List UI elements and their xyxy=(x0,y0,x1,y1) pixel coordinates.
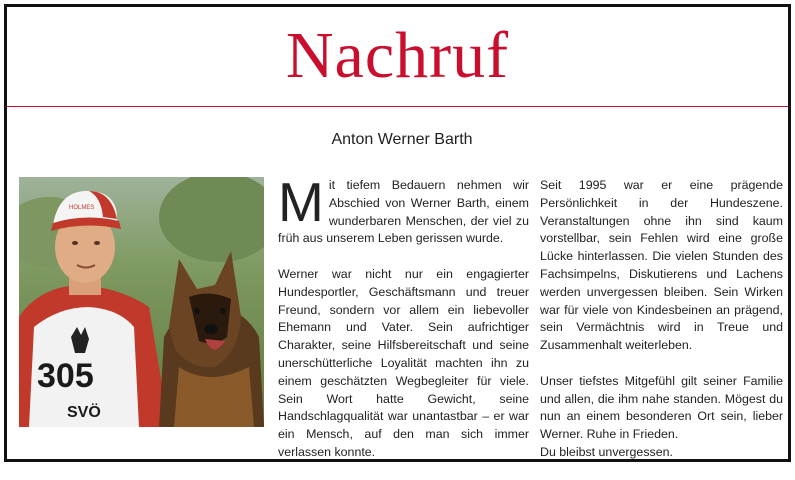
bib-label: SVÖ xyxy=(67,404,101,421)
title-divider xyxy=(7,106,788,107)
paragraph-legacy: Seit 1995 war er eine prägende Persönlichkeit in der Hundeszene. Veranstaltungen ohne ihn sind kaum vorstellbar, sein Fehlen wird eine große Lücke hinterlassen. Die vielen Stunden des Fachsimpelns, Diskutierens und Lachens werden unvergessen bleiben. Sein Wirken war für viele von Kindesbeinen an prägend, sein Vermächtnis wird in Treue und Zusammenhalt weiterleben. xyxy=(540,178,783,353)
portrait-photo xyxy=(19,177,264,427)
text-column-left xyxy=(278,171,529,480)
paragraph-character: Werner war nicht nur ein engagierter Hundesportler, Geschäftsmann und treuer Freund, sondern vor allem ein liebevoller Ehemann und Vater. Sein aufrichtiger Charakter, seine Hilfsbereitschaft und seine unerschütterliche Loyalität machten ihn zu einem geschätzten Wegbegleiter für viele. Sein Wort hatte Gewicht, seine Handschlagqualität war unantastbar – er war ein Mensch, auf den man sich immer verlassen konnte. xyxy=(278,266,529,459)
closing-line: Du bleibst unvergessen. xyxy=(540,444,673,459)
paragraph-condolence-text: Unser tiefstes Mitgefühl gilt seiner Familie und allen, die ihm nahe standen. Mögest du nun an einem besonderen Ort sein, lieber Werner. Ruhe in Frieden. xyxy=(540,373,783,442)
man-with-dog-photo xyxy=(19,177,264,427)
cap-logo: HOLMES xyxy=(69,205,95,211)
paragraph-intro xyxy=(278,171,529,248)
paragraph-intro-text: it tiefem Bedauern nehmen wir Abschied von Werner Barth, einem wunderbaren Menschen, der viel zu früh aus unserem Leben gerissen wurde. xyxy=(278,178,529,246)
deceased-name: Anton Werner Barth xyxy=(331,131,473,148)
text-column-right xyxy=(540,177,783,462)
paragraph-condolence xyxy=(540,373,783,462)
obituary-card xyxy=(4,4,791,462)
drop-cap: M xyxy=(278,171,324,233)
bib-number: 305 xyxy=(37,357,94,395)
page-title: Nachruf xyxy=(285,19,510,92)
